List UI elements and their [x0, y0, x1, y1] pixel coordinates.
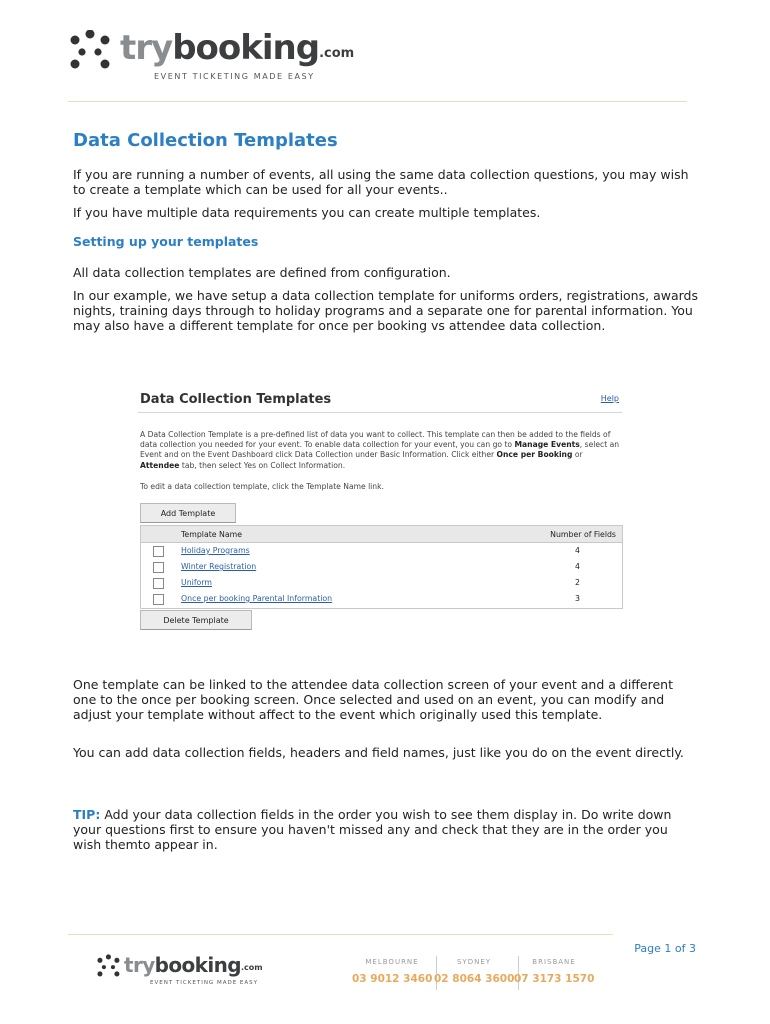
footer-logo	[96, 950, 266, 994]
template-name-link[interactable]: Once per booking Parental Information	[181, 594, 333, 603]
city-name: MELBOURNE	[365, 958, 419, 966]
tip-label: TIP:	[73, 807, 101, 822]
intro-paragraph: If you are running a number of events, all using the same data collection questions, you may wish to create a template which can be used for all your events..	[73, 167, 689, 197]
table-row	[141, 575, 622, 591]
col-template-name: Template Name	[181, 530, 243, 539]
city-phone: 02 8064 3600	[434, 973, 515, 985]
table-header	[141, 526, 622, 543]
page-title: Data Collection Templates	[73, 130, 338, 151]
table-row	[141, 591, 622, 607]
row-checkbox[interactable]	[153, 578, 164, 589]
setup-paragraph: In our example, we have setup a data collection template for uniforms orders, registrations, awards nights, training days through to holiday programs and a separate one for parental information. You may also have a different template for once per booking vs attendee data collection.	[73, 288, 698, 333]
trybooking-dots-icon	[96, 954, 122, 978]
delete-template-button[interactable]: Delete Template	[140, 610, 252, 630]
page-number: Page 1 of 3	[634, 942, 696, 955]
tip-text: Add your data collection fields in the order you wish to see them display in. Do write down your questions first to ensure you haven't missed any and check that they are in the order you wish themto appear in.	[73, 807, 672, 852]
field-count: 2	[575, 578, 580, 587]
screenshot-title: Data Collection Templates	[140, 392, 332, 407]
trybooking-logo	[68, 28, 355, 88]
row-checkbox[interactable]	[153, 562, 164, 573]
template-name-link[interactable]: Uniform	[181, 578, 212, 587]
intro-paragraph: If you have multiple data requirements you can create multiple templates.	[73, 205, 541, 220]
help-link[interactable]: Help	[600, 394, 619, 403]
screenshot-divider	[138, 412, 622, 413]
contact-brisbane	[514, 958, 594, 985]
row-checkbox[interactable]	[153, 546, 164, 557]
setup-paragraph: All data collection templates are defined from configuration.	[73, 265, 451, 280]
contact-melbourne	[352, 958, 432, 985]
city-name: SYDNEY	[456, 958, 492, 966]
field-count: 4	[575, 562, 580, 571]
body-paragraph: One template can be linked to the attendee data collection screen of your event and a different one to the once per booking screen. Once selected and used on an event, you can modify and adjust your template without affect to the event which originally used this template.	[73, 677, 673, 722]
contact-sydney	[434, 958, 514, 985]
footer-divider	[68, 934, 613, 935]
footer-logo-tagline: EVENT TICKETING MADE EASY	[150, 980, 258, 986]
template-name-link[interactable]: Winter Registration	[181, 562, 257, 571]
col-number-of-fields: Number of Fields	[550, 530, 616, 539]
template-name-link[interactable]: Holiday Programs	[181, 546, 250, 555]
table-row	[141, 559, 622, 575]
city-phone: 07 3173 1570	[514, 973, 595, 985]
screenshot-description: A Data Collection Template is a pre-defined list of data you want to collect. This template can then be added to the fields of data collection you needed for your event. To enable data collection for your event, you can go to Manage Events, select an Event and on the Event Dashboard click Data Collection under Basic Information. Click either Once per Booking or Attendee tab, then select Yes on Collect Information.	[140, 430, 620, 470]
edit-hint: To edit a data collection template, click the Template Name link.	[140, 482, 384, 491]
header-divider	[68, 101, 687, 102]
field-count: 3	[575, 594, 580, 603]
city-name: BRISBANE	[532, 958, 576, 966]
row-checkbox[interactable]	[153, 594, 164, 605]
logo-wordmark: trybooking$^{.com}$	[120, 28, 355, 68]
templates-table	[140, 525, 623, 609]
trybooking-dots-icon	[68, 30, 114, 70]
field-count: 4	[575, 546, 580, 555]
logo-tagline: EVENT TICKETING MADE EASY	[154, 72, 315, 81]
body-paragraph: You can add data collection fields, headers and field names, just like you do on the event directly.	[73, 745, 684, 760]
footer-logo-wordmark: trybooking$^{.com}$	[124, 953, 263, 977]
embedded-screenshot	[138, 386, 624, 636]
section-heading: Setting up your templates	[73, 234, 259, 249]
table-row	[141, 543, 622, 559]
city-phone: 03 9012 3460	[352, 973, 433, 985]
add-template-button[interactable]: Add Template	[140, 503, 236, 523]
tip-paragraph	[73, 807, 698, 852]
